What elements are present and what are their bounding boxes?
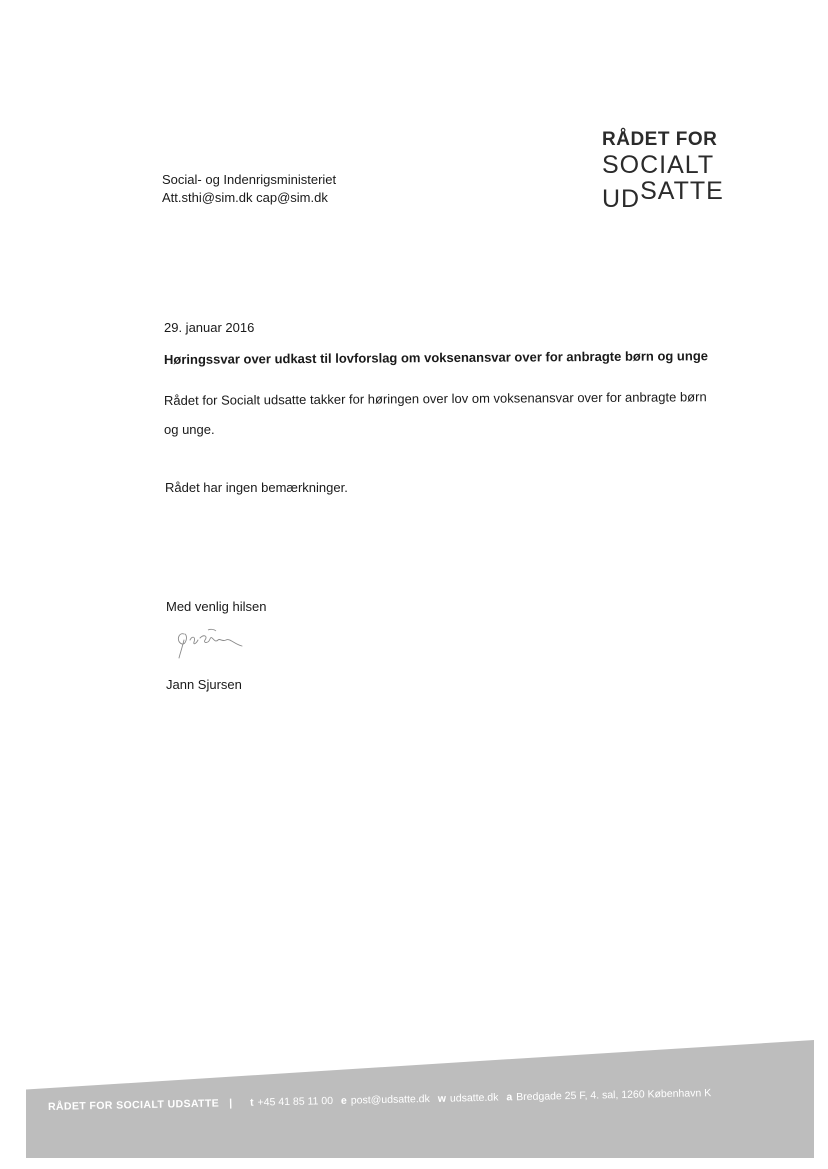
logo-satte: SATTE bbox=[640, 177, 724, 205]
signature bbox=[170, 622, 250, 662]
letter-subject: Høringssvar over udkast til lovforslag om voksenansvar over for anbragte børn og unge bbox=[163, 348, 709, 367]
closing: Med venlig hilsen bbox=[166, 599, 267, 614]
logo-line-1: RÅDET FOR bbox=[602, 129, 718, 150]
signer-name: Jann Sjursen bbox=[166, 677, 242, 692]
body-paragraph-1-line-1: Rådet for Socialt udsatte takker for høringen over lov om voksenansvar over for anbragte børn bbox=[163, 389, 707, 408]
logo-line-3 bbox=[602, 179, 724, 212]
footer-phone: +45 41 85 11 00 bbox=[257, 1095, 334, 1109]
logo bbox=[602, 130, 724, 212]
footer-phone-key: t bbox=[249, 1096, 254, 1109]
recipient-emails: Att.sthi@sim.dk cap@sim.dk bbox=[162, 190, 328, 205]
letter-date: 29. januar 2016 bbox=[164, 320, 255, 335]
body-paragraph-2: Rådet har ingen bemærkninger. bbox=[165, 480, 348, 495]
footer-separator: | bbox=[229, 1097, 233, 1110]
footer-brand: RÅDET FOR SOCIALT UDSATTE bbox=[47, 1097, 220, 1113]
body-paragraph-1-line-2: og unge. bbox=[164, 422, 215, 437]
footer-email: post@udsatte.dk bbox=[350, 1093, 430, 1107]
footer-email-key: e bbox=[340, 1094, 347, 1107]
logo-line-2: SOCIALT bbox=[602, 151, 715, 179]
footer-web-key: w bbox=[437, 1092, 447, 1105]
footer-address: Bredgade 25 F, 4. sal, 1260 København K bbox=[516, 1087, 712, 1104]
footer-web: udsatte.dk bbox=[449, 1091, 499, 1105]
logo-ud: UD bbox=[602, 185, 641, 213]
footer-address-key: a bbox=[506, 1091, 513, 1104]
recipient-name: Social- og Indenrigsministeriet bbox=[162, 172, 337, 187]
